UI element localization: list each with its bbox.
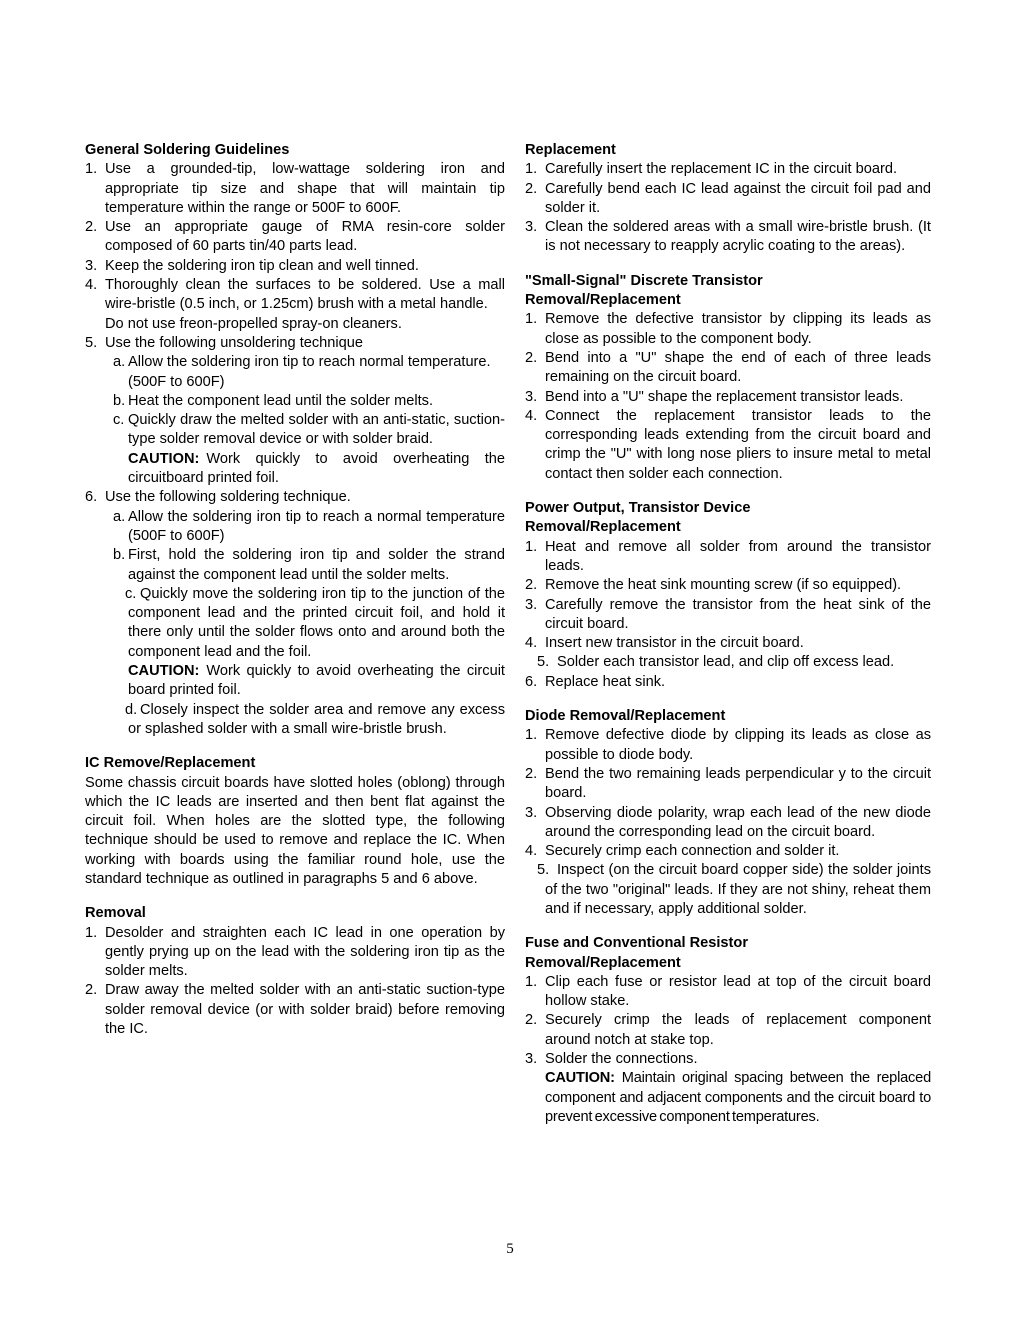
item-text: Clean the soldered areas with a small wire-bristle brush. (It is not necessary to reapply acrylic coating to the areas). bbox=[545, 219, 931, 255]
item-text: First, hold the soldering iron tip and solder the strand against the component lead until the solder melts. bbox=[128, 547, 505, 583]
section-general-soldering-guidelines bbox=[85, 141, 505, 739]
item-text: Carefully bend each IC lead against the circuit foil pad and solder it. bbox=[545, 180, 931, 216]
item-marker: 3. bbox=[525, 388, 538, 405]
item-marker: 4. bbox=[525, 843, 538, 860]
item-marker: 1. bbox=[525, 538, 538, 555]
section-heading: Removal/Replacement bbox=[525, 519, 681, 536]
two-column-layout bbox=[85, 141, 931, 1127]
continuation-text bbox=[85, 315, 505, 334]
item-text: Clip each fuse or resistor lead at top of the circuit board hollow stake. bbox=[545, 973, 931, 1010]
item-text: Carefully remove the transistor from the heat sink of the circuit board. bbox=[545, 596, 931, 632]
item-text: Connect the replacement transistor leads to the corresponding leads extending from the circuit board and crimp the "U" with long nose pliers to insure metal to metal contact then solder each connection. bbox=[545, 407, 931, 482]
item-marker: 2. bbox=[525, 765, 538, 782]
list-item bbox=[525, 673, 931, 692]
item-text: Heat the component lead until the solder melts. bbox=[128, 392, 434, 409]
item-marker: 4. bbox=[525, 407, 538, 424]
list-item bbox=[525, 973, 931, 1012]
list-item bbox=[85, 488, 505, 507]
list-item bbox=[85, 981, 505, 1039]
list-subitem bbox=[85, 508, 505, 547]
list-item bbox=[525, 804, 931, 843]
item-text: Securely crimp each connection and solder it. bbox=[545, 843, 840, 860]
section-diode-removal bbox=[525, 707, 931, 919]
item-text: Closely inspect the solder area and remove any excess or splashed solder with a small wire-bristle brush. bbox=[128, 701, 505, 737]
section-heading: General Soldering Guidelines bbox=[85, 142, 290, 158]
list-item bbox=[525, 407, 931, 484]
item-marker: a. bbox=[113, 508, 126, 525]
item-text: Quickly move the soldering iron tip to the junction of the component lead and the printed circuit foil, and hold it there only until the solder flows onto and around both the component lead and the foil. bbox=[128, 585, 505, 660]
item-marker: 1. bbox=[525, 161, 538, 178]
item-marker: 6. bbox=[85, 489, 98, 506]
item-marker: 2. bbox=[525, 1012, 538, 1029]
item-marker: c. bbox=[113, 412, 125, 429]
section-heading: Fuse and Conventional Resistor bbox=[525, 935, 748, 952]
item-text: Remove defective diode by clipping its leads as close as possible to diode body. bbox=[545, 727, 931, 763]
list-subitem bbox=[85, 411, 505, 450]
item-marker: 1. bbox=[85, 161, 98, 178]
list-item bbox=[525, 388, 931, 407]
item-text: Bend into a "U" shape the end of each of three leads remaining on the circuit board. bbox=[545, 349, 931, 386]
item-marker: 2. bbox=[525, 180, 538, 197]
item-text: Draw away the melted solder with an anti-static suction-type solder removal device (or with solder braid) before removing the IC. bbox=[105, 982, 505, 1038]
section-heading: "Small-Signal" Discrete Transistor bbox=[525, 272, 763, 289]
item-text: Securely crimp the leads of replacement component around notch at stake top. bbox=[545, 1012, 931, 1048]
caution-text: Maintain original spacing between the replaced component and adjacent components and the circuit board to prevent excessive component temperatures. bbox=[545, 1070, 931, 1125]
caution-text: Work quickly to avoid overheating the circuit board printed foil. bbox=[128, 663, 505, 699]
list-item bbox=[525, 349, 931, 388]
item-text: Use the following soldering technique. bbox=[105, 489, 351, 506]
list-subitem bbox=[85, 392, 505, 411]
body-paragraph bbox=[85, 774, 505, 890]
item-marker: a. bbox=[113, 354, 126, 371]
item-marker: 2. bbox=[525, 349, 538, 366]
paragraph-text: Some chassis circuit boards have slotted holes (oblong) through which the IC leads are inserted and then bent flat against the circuit foil. When holes are the slotted type, the following technique should be used to remove and replace the IC. When working with boards using the familiar round hole, use the standard technique as outlined in paragraphs 5 and 6 above. bbox=[85, 774, 505, 887]
continuation-text bbox=[85, 373, 505, 392]
list-item bbox=[525, 218, 931, 257]
item-text: Carefully insert the replacement IC in the circuit board. bbox=[545, 161, 898, 178]
list-item bbox=[85, 924, 505, 982]
item-marker: 1. bbox=[85, 924, 98, 941]
list-subitem bbox=[85, 701, 505, 740]
section-heading: Replacement bbox=[525, 142, 616, 158]
item-text: Insert new transistor in the circuit board. bbox=[545, 635, 804, 652]
item-marker: 5. bbox=[537, 862, 550, 879]
item-marker: c. bbox=[125, 585, 137, 602]
item-text: Do not use freon-propelled spray-on cleaners. bbox=[105, 315, 402, 332]
item-marker: 3. bbox=[525, 596, 538, 613]
caution-label: CAUTION: bbox=[545, 1070, 615, 1087]
section-ic-remove-replacement bbox=[85, 754, 505, 889]
list-item bbox=[525, 596, 931, 635]
item-marker: 1. bbox=[525, 727, 538, 744]
section-heading: Removal/Replacement bbox=[525, 954, 681, 971]
item-text: Inspect (on the circuit board copper side) the solder joints of the two "original" leads. If they are not shiny, reheat them and if necessary, apply additional solder. bbox=[545, 862, 931, 917]
item-marker: 3. bbox=[525, 219, 538, 236]
list-item bbox=[525, 726, 931, 765]
item-marker: 1. bbox=[525, 973, 538, 990]
item-text: Bend the two remaining leads perpendicular y to the circuit board. bbox=[545, 765, 931, 802]
item-text: Use an appropriate gauge of RMA resin-core solder composed of 60 parts tin/40 parts lead. bbox=[105, 219, 505, 255]
item-text: Remove the defective transistor by clipping its leads as close as possible to the component body. bbox=[545, 311, 931, 347]
section-fuse-resistor bbox=[525, 934, 931, 1127]
caution-note bbox=[85, 662, 505, 701]
list-item bbox=[525, 765, 931, 804]
item-marker: b. bbox=[113, 547, 126, 564]
item-marker: b. bbox=[113, 392, 126, 409]
list-item bbox=[525, 861, 931, 919]
item-marker: 4. bbox=[85, 277, 98, 294]
list-item bbox=[525, 310, 931, 349]
item-text: Observing diode polarity, wrap each lead of the new diode around the corresponding lead on the circuit board. bbox=[545, 804, 931, 840]
item-marker: 1. bbox=[525, 311, 538, 328]
item-marker: 6. bbox=[525, 673, 538, 690]
right-column bbox=[525, 141, 931, 1127]
item-text: Heat and remove all solder from around the transistor leads. bbox=[545, 538, 931, 574]
item-text: Remove the heat sink mounting screw (if so equipped). bbox=[545, 577, 902, 594]
caution-text: Work quickly to avoid overheating the circuitboard printed foil. bbox=[128, 450, 505, 487]
list-item bbox=[525, 653, 931, 672]
section-heading: Removal/Replacement bbox=[525, 292, 681, 309]
item-text: Desolder and straighten each IC lead in one operation by gently prying up on the lead with the soldering iron tip as the solder melts. bbox=[105, 924, 505, 980]
section-removal bbox=[85, 904, 505, 1039]
list-item bbox=[85, 218, 505, 257]
section-power-output-transistor bbox=[525, 499, 931, 692]
item-text: Solder the connections. bbox=[545, 1051, 698, 1068]
list-item bbox=[525, 180, 931, 219]
list-subitem bbox=[85, 585, 505, 662]
item-marker: 2. bbox=[525, 577, 538, 594]
item-marker: d. bbox=[125, 701, 138, 718]
list-item bbox=[525, 576, 931, 595]
list-item bbox=[525, 842, 931, 861]
item-text: Allow the soldering iron tip to reach normal temperature. bbox=[128, 354, 491, 371]
item-text: Allow the soldering iron tip to reach a normal temperature (500F to 600F) bbox=[128, 508, 505, 544]
item-text: Thoroughly clean the surfaces to be soldered. Use a mall wire-bristle (0.5 inch, or 1.25cm) brush with a metal handle. bbox=[105, 277, 505, 313]
list-item bbox=[85, 276, 505, 315]
list-subitem bbox=[85, 353, 505, 372]
item-marker: 2. bbox=[85, 982, 98, 999]
list-subitem bbox=[85, 546, 505, 585]
item-text: Keep the soldering iron tip clean and well tinned. bbox=[105, 257, 419, 274]
item-marker: 2. bbox=[85, 219, 98, 236]
list-item bbox=[525, 160, 931, 179]
item-text: Bend into a "U" shape the replacement transistor leads. bbox=[545, 388, 904, 405]
caution-label: CAUTION: bbox=[128, 450, 200, 467]
list-item bbox=[85, 160, 505, 218]
item-marker: 5. bbox=[537, 654, 550, 671]
section-heading: IC Remove/Replacement bbox=[85, 755, 256, 772]
list-item bbox=[85, 334, 505, 353]
list-item bbox=[525, 1050, 931, 1069]
item-marker: 3. bbox=[525, 804, 538, 821]
list-item bbox=[525, 1011, 931, 1050]
list-item bbox=[525, 634, 931, 653]
item-text: Use the following unsoldering technique bbox=[105, 334, 363, 351]
item-marker: 5. bbox=[85, 334, 98, 351]
caution-label: CAUTION: bbox=[128, 663, 200, 680]
item-text: Use a grounded-tip, low-wattage soldering iron and appropriate tip size and shape that will maintain tip temperature within the range or 500F to 600F. bbox=[105, 161, 505, 216]
section-heading: Removal bbox=[85, 905, 146, 922]
section-heading: Power Output, Transistor Device bbox=[525, 500, 751, 517]
list-item bbox=[85, 257, 505, 276]
section-small-signal-transistor bbox=[525, 272, 931, 484]
item-marker: 3. bbox=[525, 1051, 538, 1068]
item-text: Quickly draw the melted solder with an anti-static, suction-type solder removal device or with solder braid. bbox=[128, 412, 505, 448]
section-replacement bbox=[525, 141, 931, 257]
item-text: Solder each transistor lead, and clip off excess lead. bbox=[557, 654, 895, 671]
list-item bbox=[525, 538, 931, 577]
item-marker: 4. bbox=[525, 635, 538, 652]
item-text: (500F to 600F) bbox=[128, 373, 225, 390]
page-number: 5 bbox=[506, 1241, 514, 1257]
item-marker: 3. bbox=[85, 257, 98, 274]
item-text: Replace heat sink. bbox=[545, 673, 666, 690]
left-column bbox=[85, 141, 505, 1039]
caution-note bbox=[525, 1069, 931, 1127]
section-heading: Diode Removal/Replacement bbox=[525, 708, 726, 725]
caution-note bbox=[85, 450, 505, 489]
